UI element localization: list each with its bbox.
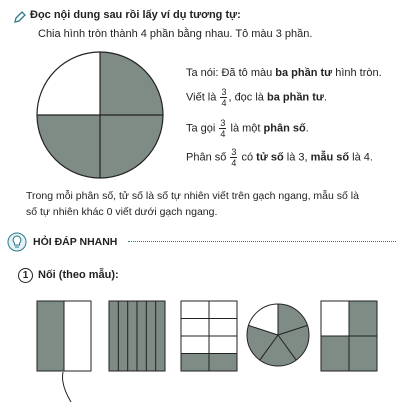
fraction-three-quarters: $\frac{3}{4}$ (231, 147, 237, 168)
shape-grid-eighths (180, 300, 238, 372)
note-line-1: Ta nói: Đã tô màu ba phần tư hình tròn. (186, 67, 382, 79)
circle-quarter-bottom-left (37, 115, 100, 178)
exercise-title: Nối (theo mẫu): (38, 269, 119, 281)
quick-qa-title: HỎI ĐÁP NHANH (33, 236, 118, 248)
pencil-icon (14, 11, 26, 23)
note-line-2: Viết là $\frac{3}{4}$ , đọc là ba phần tư. (186, 87, 327, 108)
matching-line (55, 372, 95, 402)
shape-circle-fifths (245, 302, 311, 368)
shape-grid-quarters (320, 300, 378, 372)
fraction-three-quarters: $\frac{3}{4}$ (221, 87, 227, 108)
paragraph-line-1: Trong mỗi phân số, tử số là số tự nhiên viết trên gạch ngang, mẫu số là (26, 190, 359, 202)
shape-half-rectangle (36, 300, 92, 372)
fraction-three-quarters: $\frac{3}{4}$ (220, 118, 226, 139)
lightbulb-icon (6, 231, 28, 253)
note-line-4: Phân số $\frac{3}{4}$ có tử số là 3, mẫu số là 4. (186, 147, 373, 168)
circle-quarter-bottom-right (100, 115, 163, 178)
section-title: Đọc nội dung sau rồi lấy ví dụ tương tự: (30, 9, 241, 21)
shape-six-strips (108, 300, 166, 372)
exercise-number-badge: 1 (18, 268, 33, 283)
intro-text: Chia hình tròn thành 4 phần bằng nhau. Tô màu 3 phần. (38, 28, 313, 40)
circle-diagram (35, 50, 165, 180)
paragraph-line-2: số tự nhiên khác 0 viết dưới gạch ngang. (26, 206, 218, 218)
note-line-3: Ta gọi $\frac{3}{4}$ là một phân số. (186, 118, 309, 139)
header-divider (128, 241, 396, 242)
circle-quarter-top-left (37, 52, 100, 115)
quick-qa-header (6, 231, 396, 253)
circle-quarter-top-right (100, 52, 163, 115)
